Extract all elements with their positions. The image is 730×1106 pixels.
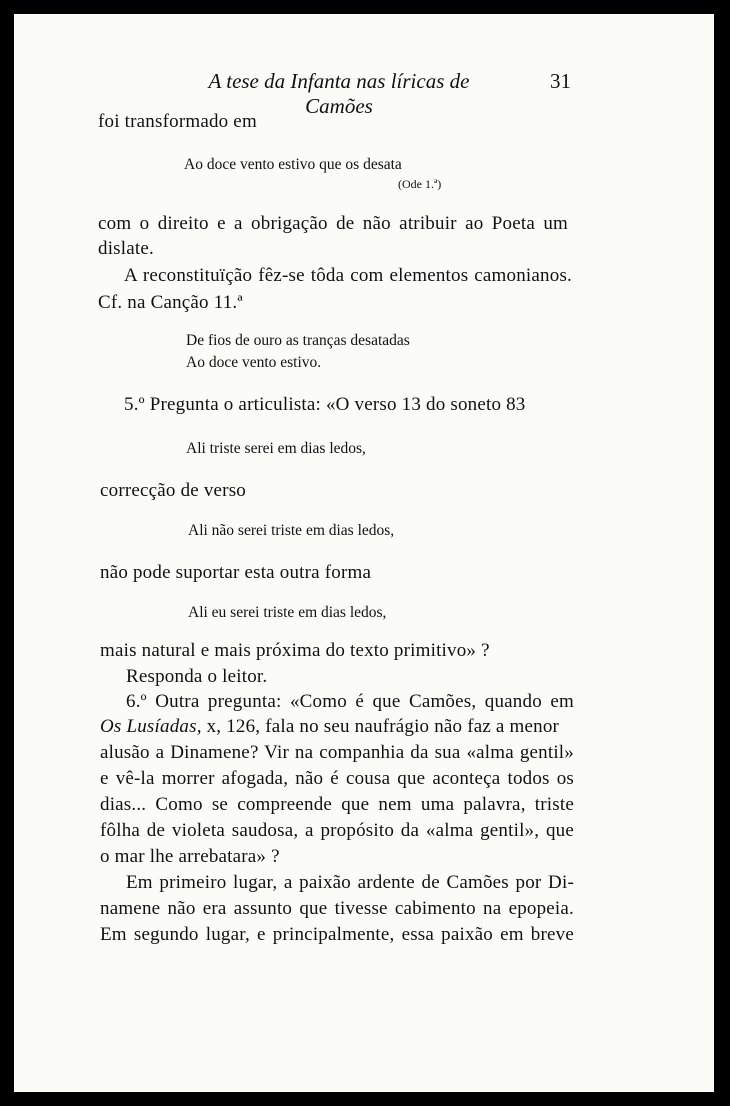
verse-quote: Ao doce vento estivo que os desata (184, 156, 402, 173)
text-line: namene não era assunto que tivesse cabimento na epopeia. (100, 898, 574, 919)
text-line: dias... Como se compreende que nem uma palavra, triste (100, 794, 574, 815)
text-line: dislate. (98, 238, 154, 259)
book-title-italic: Os Lusíadas, (100, 716, 202, 737)
text-line: Cf. na Canção 11.ª (98, 292, 243, 313)
text-line-rest: x, 126, fala no seu naufrágio não faz a menor (201, 716, 560, 737)
text-line: não pode suportar esta outra forma (100, 562, 372, 583)
verse-citation: (Ode 1.ª) (398, 177, 442, 191)
text-line: foi transformado em (98, 111, 257, 132)
text-line: 5.º Pregunta o articulista: «O verso 13 do soneto 83 (124, 394, 526, 415)
verse-quote: Ali eu serei triste em dias ledos, (188, 604, 387, 621)
text-line: com o direito e a obrigação de não atribuir ao Poeta um (98, 213, 568, 234)
text-line: alusão a Dinamene? Vir na companhia da sua «alma gentil» (100, 742, 574, 763)
running-title: A tese da Infanta nas líricas de Camões (208, 69, 470, 118)
text-line: e vê-la morrer afogada, não é cousa que aconteça todos os (100, 768, 574, 789)
page-number: 31 (550, 69, 571, 93)
verse-quote: Ali não serei triste em dias ledos, (188, 522, 395, 539)
text-line: A reconstituïção fêz-se tôda com elementos camonianos. (124, 265, 572, 286)
text-line: o mar lhe arrebatara» ? (100, 846, 280, 867)
verse-quote: De fios de ouro as tranças desatadas (186, 332, 410, 349)
text-line: 6.º Outra pregunta: «Como é que Camões, quando em (126, 691, 574, 712)
text-line: Responda o leitor. (126, 666, 268, 687)
book-page (14, 14, 714, 1092)
text-line: correcção de verso (100, 480, 247, 501)
verse-quote: Ao doce vento estivo. (186, 354, 322, 371)
text-line: fôlha de violeta saudosa, a propósito da «alma gentil», que (100, 820, 574, 841)
text-line (100, 716, 574, 738)
text-line: mais natural e mais próxima do texto primitivo» ? (100, 640, 490, 661)
verse-quote: Ali triste serei em dias ledos, (186, 440, 366, 457)
text-line: Em segundo lugar, e principalmente, essa paixão em breve (100, 924, 574, 945)
text-line: Em primeiro lugar, a paixão ardente de Camões por Di- (126, 872, 574, 893)
